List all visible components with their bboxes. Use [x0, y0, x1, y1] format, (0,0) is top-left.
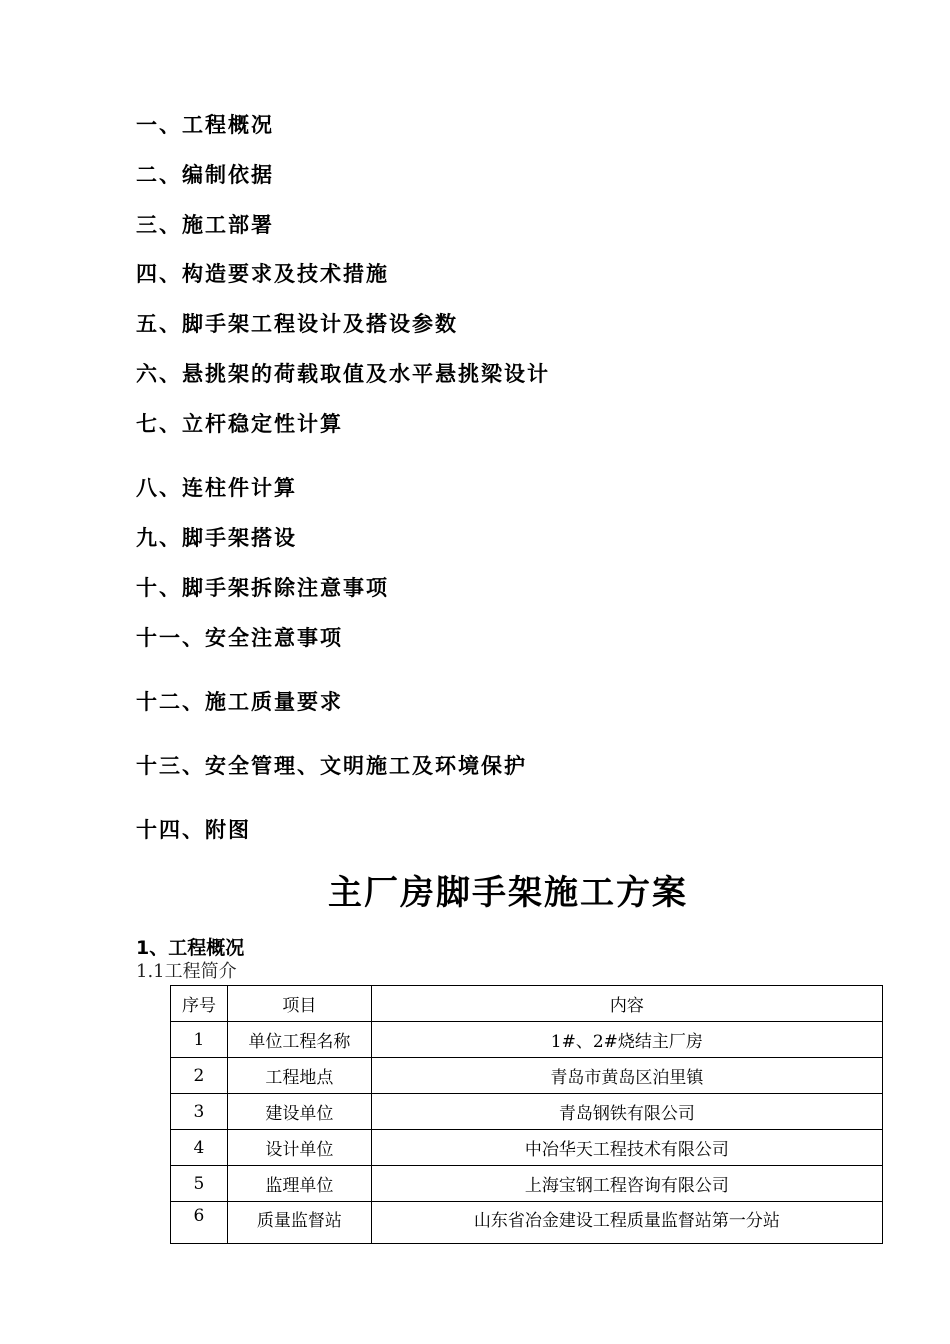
column-header: 序号	[171, 986, 228, 1022]
table-cell: 2	[171, 1058, 228, 1094]
toc-item: 十四、附图	[136, 818, 251, 842]
table-cell: 3	[171, 1094, 228, 1130]
table-row	[171, 1094, 883, 1130]
toc-item: 十一、安全注意事项	[136, 626, 343, 650]
document-title: 主厂房脚手架施工方案	[328, 873, 688, 913]
toc-item: 九、脚手架搭设	[136, 526, 297, 550]
table-cell: 单位工程名称	[227, 1022, 371, 1058]
column-header: 项目	[227, 986, 371, 1022]
column-header: 内容	[371, 986, 882, 1022]
toc-item: 一、工程概况	[136, 113, 274, 137]
table-row	[171, 1166, 883, 1202]
toc-item: 五、脚手架工程设计及搭设参数	[136, 312, 458, 336]
table-cell: 1	[171, 1022, 228, 1058]
table-cell: 1#、2#烧结主厂房	[371, 1022, 882, 1058]
project-info-table	[170, 985, 883, 1244]
toc-item: 四、构造要求及技术措施	[136, 262, 389, 286]
toc-item: 六、悬挑架的荷载取值及水平悬挑梁设计	[136, 362, 550, 386]
toc-item: 二、编制依据	[136, 163, 274, 187]
table-row	[171, 1058, 883, 1094]
section-heading: 1、工程概况	[136, 937, 245, 959]
table-cell: 设计单位	[227, 1130, 371, 1166]
table-cell: 建设单位	[227, 1094, 371, 1130]
table-cell: 山东省冶金建设工程质量监督站第一分站	[371, 1202, 882, 1244]
table-header-row	[171, 986, 883, 1022]
table-row	[171, 1202, 883, 1244]
toc-item: 十、脚手架拆除注意事项	[136, 576, 389, 600]
table-cell: 4	[171, 1130, 228, 1166]
table-cell: 青岛市黄岛区泊里镇	[371, 1058, 882, 1094]
table-row	[171, 1130, 883, 1166]
table-cell: 6	[171, 1202, 228, 1244]
toc-item: 七、立杆稳定性计算	[136, 412, 343, 436]
table-cell: 上海宝钢工程咨询有限公司	[371, 1166, 882, 1202]
table-cell: 中冶华天工程技术有限公司	[371, 1130, 882, 1166]
sub-heading: 1.1工程简介	[136, 961, 237, 982]
toc-item: 八、连柱件计算	[136, 476, 297, 500]
toc-item: 十二、施工质量要求	[136, 690, 343, 714]
toc-item: 三、施工部署	[136, 213, 274, 237]
table-cell: 监理单位	[227, 1166, 371, 1202]
table-cell: 5	[171, 1166, 228, 1202]
table-cell: 工程地点	[227, 1058, 371, 1094]
toc-item: 十三、安全管理、文明施工及环境保护	[136, 754, 527, 778]
table-cell: 质量监督站	[227, 1202, 371, 1244]
table-row	[171, 1022, 883, 1058]
table-cell: 青岛钢铁有限公司	[371, 1094, 882, 1130]
